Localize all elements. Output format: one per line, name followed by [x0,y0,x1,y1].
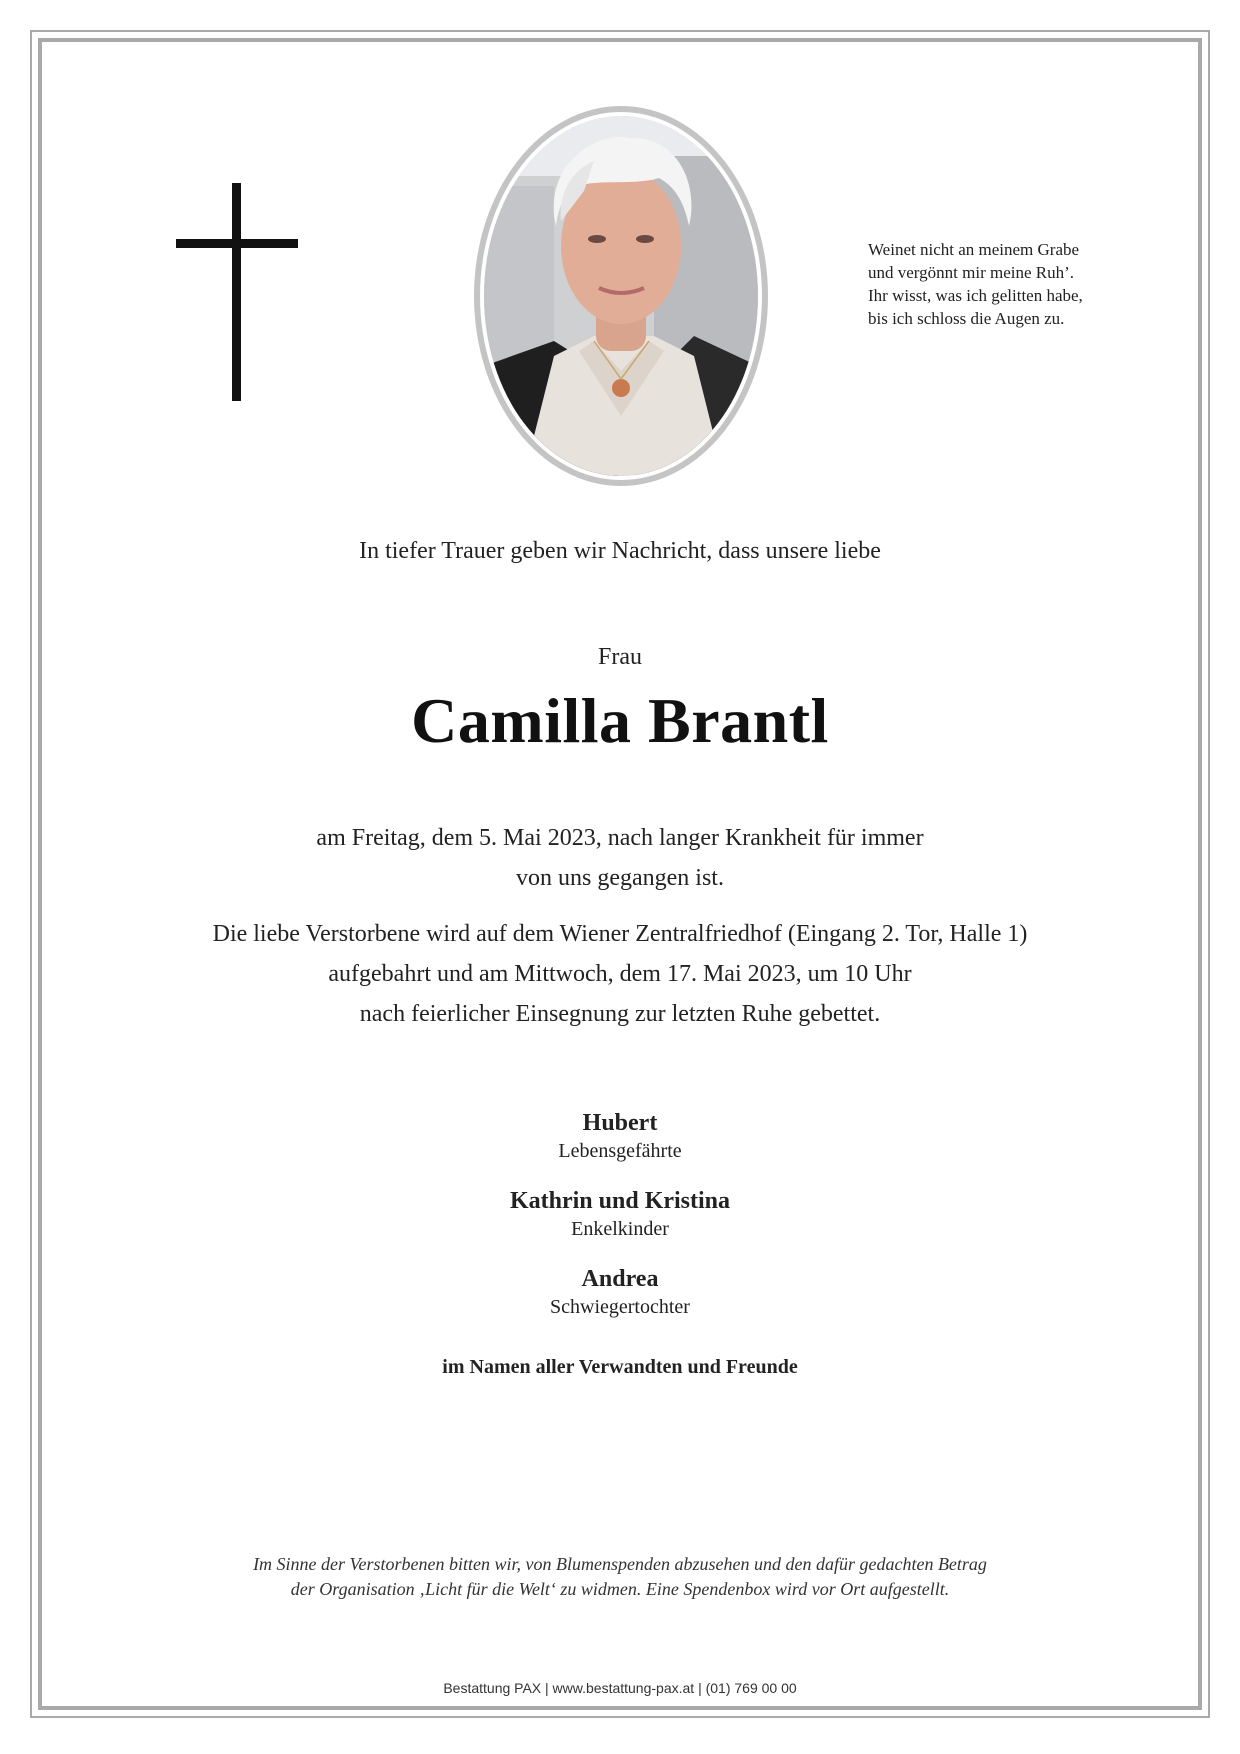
donation-note [0,1552,1240,1602]
funeral-notice-line: aufgebahrt und am Mittwoch, dem 17. Mai 2023, um 10 Uhr [328,961,912,987]
mourner-relation: Schwiegertochter [550,1296,690,1318]
portrait-photo [484,116,758,476]
death-notice [0,818,1240,898]
mourner-relation: Lebensgefährte [558,1140,682,1162]
mourner-entry [0,1186,1240,1242]
closing-text: im Namen aller Verwandten und Freunde [442,1356,798,1378]
mourner-name: Andrea [581,1266,659,1292]
donation-line: Im Sinne der Verstorbenen bitten wir, von Blumenspenden abzusehen und den dafür gedachten Betrag [253,1554,987,1574]
mourner-name: Hubert [582,1110,658,1136]
poem-line: und vergönnt mir meine Ruh’. [868,263,1075,282]
portrait-frame [474,106,768,486]
death-notice-line: von uns gegangen ist. [516,865,724,891]
deceased-name: Camilla Brantl [411,685,829,756]
funeral-notice-line: Die liebe Verstorbene wird auf dem Wiener Zentralfriedhof (Eingang 2. Tor, Halle 1) [212,921,1028,947]
mourner-name: Kathrin und Kristina [509,1188,731,1214]
mourners-list [0,1108,1240,1342]
mourner-entry [0,1264,1240,1320]
death-notice-line: am Freitag, dem 5. Mai 2023, nach langer Krankheit für immer [316,825,924,851]
mourner-relation: Enkelkinder [571,1218,669,1240]
salutation: Frau [598,644,642,670]
footer-contact: Bestattung PAX | www.bestattung-pax.at | (01) 769 00 00 [443,1680,797,1696]
latin-cross-icon [176,183,298,401]
funeral-notice-line: nach feierlicher Einsegnung zur letzten Ruhe gebettet. [359,1001,881,1027]
mourner-entry [0,1108,1240,1164]
poem-line: bis ich schloss die Augen zu. [868,309,1065,328]
intro-text: In tiefer Trauer geben wir Nachricht, dass unsere liebe [359,538,881,564]
poem-line: Weinet nicht an meinem Grabe [868,240,1080,259]
poem-line: Ihr wisst, was ich gelitten habe, [868,286,1083,305]
memorial-poem [868,238,1168,330]
funeral-notice [0,914,1240,1034]
donation-line: der Organisation ‚Licht für die Welt‘ zu widmen. Eine Spendenbox wird vor Ort aufgestellt. [290,1579,950,1599]
